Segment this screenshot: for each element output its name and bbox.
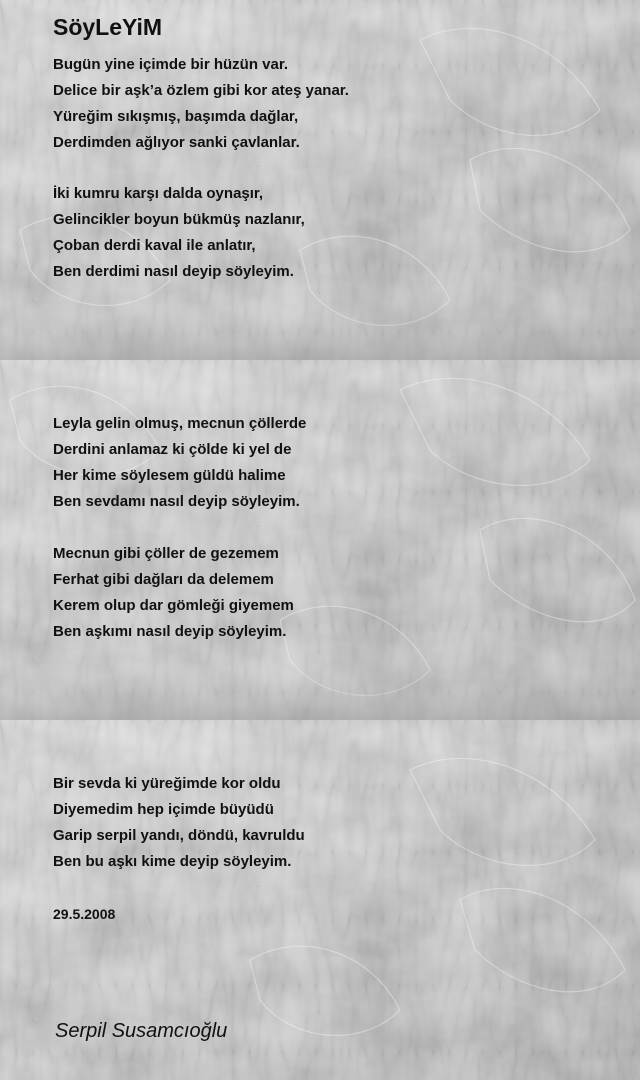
poem-line: Ben derdimi nasıl deyip söyleyim. [53, 263, 294, 280]
poem-line: Bugün yine içimde bir hüzün var. [53, 56, 289, 73]
poem-stanza-3 [53, 411, 306, 515]
poem-title: SöyLeYiM [53, 14, 163, 40]
poem-line: Bir sevda ki yüreğimde kor oldu [53, 775, 281, 792]
poem-line: İki kumru karşı dalda oynaşır, [53, 185, 264, 202]
poem-line: Ben bu aşkı kime deyip söyleyim. [53, 853, 292, 870]
poem-date: 29.5.2008 [53, 906, 116, 922]
poem-line: Ferhat gibi dağları da delemem [53, 571, 274, 588]
poem-line: Ben sevdamı nasıl deyip söyleyim. [53, 493, 300, 510]
poem-line: Kerem olup dar gömleği giyemem [53, 597, 294, 614]
poem-line: Delice bir aşk’a özlem gibi kor ateş yanar. [53, 82, 349, 99]
poem-line: Diyemedim hep içimde büyüdü [53, 801, 274, 818]
poem-stanza-2 [53, 181, 305, 285]
poem-line: Derdimden ağlıyor sanki çavlanlar. [53, 134, 300, 151]
poem-line: Ben aşkımı nasıl deyip söyleyim. [53, 623, 287, 640]
poem-line: Gelincikler boyun bükmüş nazlanır, [53, 211, 305, 228]
poem-stanza-1 [53, 52, 349, 156]
poem-stanza-5 [53, 771, 305, 875]
poem-line: Çoban derdi kaval ile anlatır, [53, 237, 256, 254]
poem-line: Garip serpil yandı, döndü, kavruldu [53, 827, 305, 844]
poem-line: Her kime söylesem güldü halime [53, 467, 286, 484]
poem-author: Serpil Susamcıoğlu [55, 1020, 228, 1042]
poem-stanza-4 [53, 541, 294, 645]
poem-line: Mecnun gibi çöller de gezemem [53, 545, 279, 562]
poem-line: Derdini anlamaz ki çölde ki yel de [53, 441, 292, 458]
poem-line: Yüreğim sıkışmış, başımda dağlar, [53, 108, 299, 125]
poem-line: Leyla gelin olmuş, mecnun çöllerde [53, 415, 307, 432]
